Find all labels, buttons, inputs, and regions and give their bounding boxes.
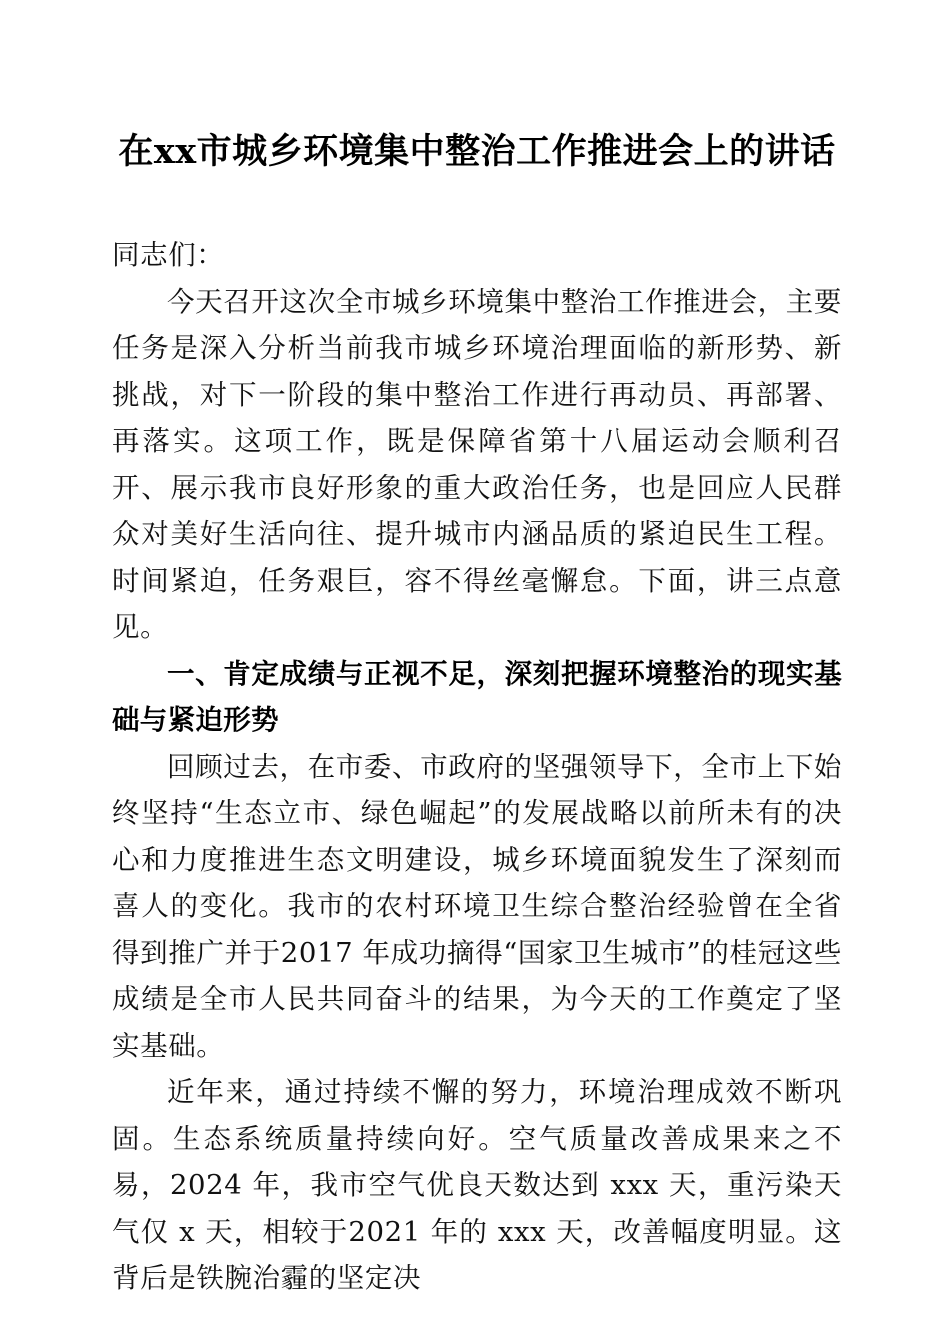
paragraph-body-2: 近年来，通过持续不懈的努力，环境治理成效不断巩固。生态系统质量持续向好。空气质量改善成果来之不易，2024 年，我市空气优良天数达到 xxx 天，重污染天气仅 x 天，相较于2021 年的 xxx 天，改善幅度明显。这背后是铁腕治霾的坚定决 bbox=[112, 1076, 842, 1294]
title-body-spacer bbox=[112, 176, 842, 232]
paragraph-body-1: 回顾过去，在市委、市政府的坚强领导下，全市上下始终坚持“生态立市、绿色崛起”的发展战略以前所未有的决心和力度推进生态文明建设，城乡环境面貌发生了深刻而喜人的变化。我市的农村环境卫生综合整治经验曾在全省得到推广并于2017 年成功摘得“国家卫生城市”的桂冠这些成绩是全市人民共同奋斗的结果，为今天的工作奠定了坚实基础。 bbox=[112, 750, 842, 1062]
document-content bbox=[112, 0, 842, 1302]
salutation: 同志们： bbox=[112, 239, 225, 271]
section-heading-1: 一、肯定成绩与正视不足，深刻把握环境整治的现实基础与紧迫形势 bbox=[112, 657, 842, 735]
page-title: 在xx市城乡环境集中整治工作推进会上的讲话 bbox=[118, 131, 836, 172]
paragraph-intro: 今天召开这次全市城乡环境集中整治工作推进会，主要任务是深入分析当前我市城乡环境治理面临的新形势、新挑战，对下一阶段的集中整治工作进行再动员、再部署、再落实。这项工作，既是保障省第十八届运动会顺利召开、展示我市良好形象的重大政治任务，也是回应人民群众对美好生活向往、提升城市内涵品质的紧迫民生工程。时间紧迫，任务艰巨，容不得丝毫懈怠。下面，讲三点意见。 bbox=[112, 285, 842, 643]
